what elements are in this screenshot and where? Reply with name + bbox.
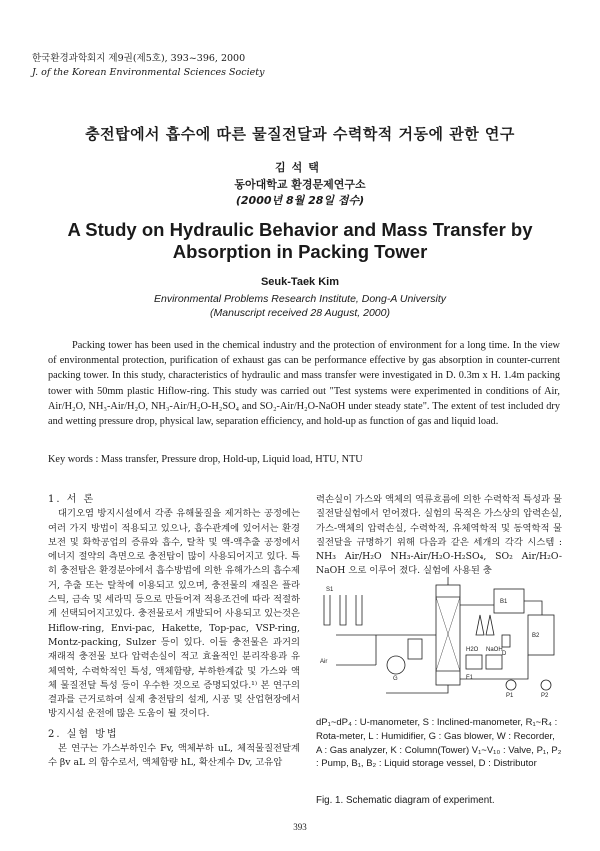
figure-label-g: G [393, 676, 398, 682]
affiliation-block-english [0, 292, 600, 320]
section-heading-method: 2. 실험 방법 [48, 728, 119, 740]
figure-label-b1: B1 [500, 599, 508, 605]
figure-legend: dP₁~dP₄ : U-manometer, S : Inclined-manometer, R₁~R₄ : Rota-meter, L : Humidifier, G : Gas blower, W : Recorder, A : Gas analyzer, K : Column(Tower) V₁~V₁₀ : Valve, P₁, P₂ : Pump, B₁, B₂ : Liquid storage vessel, D : Distributor [316, 717, 562, 770]
figure-label-b2: B2 [532, 633, 540, 639]
received-date-korean: (2000년 8월 28일 접수) [235, 194, 365, 207]
pump-p1 [506, 680, 516, 690]
figure-label-d: D [502, 651, 507, 657]
author-korean: 김석택 [275, 161, 325, 174]
title-english-line1: A Study on Hydraulic Behavior and Mass Transfer by [67, 219, 533, 240]
figure-label-f1: F1 [466, 675, 474, 681]
affiliation-korean: 동아대학교 환경문제연구소 [234, 178, 366, 191]
page-number: 393 [293, 822, 307, 832]
figure-label-h2o: H2O [466, 647, 479, 653]
title-english [0, 219, 600, 263]
affiliation-english: Environmental Problems Research Institute, Dong-A University [154, 293, 446, 305]
received-date-english: (Manuscript received 28 August, 2000) [210, 307, 390, 319]
figure-label-p2: P2 [541, 693, 549, 699]
gas-blower [387, 656, 405, 674]
title-english-line2: Absorption in Packing Tower [172, 241, 428, 262]
right-column-text: 력손실이 가스와 액체의 역류흐름에 의한 수력학적 특성과 물질전달실험에서 얻어졌다. 실험의 목적은 가스상의 압력손실, 가스-액체의 압력손실, 수력학적, 유체역학적 및 동역학적 물질전달을 규명하기 위해 다음과 같은 세개의 각각 시스템 : NH₃ Air/H₂O NH₃-Air/H₂O-H₂SO₄, SO₂ Air/H₂O-NaOH 으로 이루어 졌다. 실험에 사용된 충 [316, 494, 562, 577]
figure-label-air: Air [320, 659, 328, 665]
left-column [48, 493, 300, 771]
figure-caption: Fig. 1. Schematic diagram of experiment. [316, 795, 495, 806]
title-korean: 충전탑에서 흡수에 따른 물질전달과 수력학적 거동에 관한 연구 [85, 125, 515, 143]
journal-name-en: J. of the Korean Environmental Sciences Society [32, 67, 265, 78]
figure-label-s1: S1 [326, 587, 334, 593]
pump-p2 [541, 680, 551, 690]
journal-citation-ko: 한국환경과학회지 제9권(제5호), 393~396, 2000 [32, 53, 246, 64]
introduction-text: 대기오염 방지시설에서 각종 유해물질을 제거하는 공정에는 여러 가지 방법이 적용되고 있으나, 흡수관계에 있어서는 환경보전 및 화학공업의 증류와 흡수, 탈착 및 액-액추출 공정에서 에너지 절약의 측면으로 충전탑이 많이 사용되어지고 있다. 특히 충전탑은 환경분야에서 흡수방법에 의한 유해가스의 흡수제거, 추출 또는 탈착에 이용되고 있으며, 충전물의 재질은 플라스틱, 금속 및 세라믹 등으로 만들어져 적용조건에 따라 적절하게 선택되어지고있다. 충전물로서 개발되어 사용되고 있는것은 Hiflow-ring, Envi-pac, Hakette, Top-pac, VSP-ring, Montz-packing, Sulzer 등이 있다. 이들 충전물은 과거의 재래적 충전물 보다 압력손실이 적고 효율적인 분리작용과 유체역학, 수력학적인 특성, 액체함량, 부하한계값 및 가스와 액체 물질전달 특성 등이 우수한 것으로 증명되었다.¹⁾ 본 연구의 결과를 근거로하여 실제 충전탑의 설계, 시공 및 산업현장에서 방지시설 운전에 많은 도움이 될 것이다. [48, 508, 300, 720]
figure-label-p1: P1 [506, 693, 514, 699]
author-english: Seuk-Taek Kim [260, 276, 340, 288]
method-text: 본 연구는 가스부하인수 Fv, 액체부하 uL, 체적물질전달계수 βv aL 의 함수로서, 액체함량 hL, 확산계수 Dv, 고유압 [48, 743, 300, 769]
keywords: Key words : Mass transfer, Pressure drop, Hold-up, Liquid load, HTU, NTU [48, 454, 363, 465]
abstract-text: Packing tower has been used in the chemical industry and the protection of environment for a long time. In the view of environmental protection, purification of exhaust gas can be performance effective by gas absorption in counter-current packing tower. In this study, characteristics of hydraulic and mass transfer were investigated in D. 0.3m x H. 1.4m packing tower with 50mm plastic Hiflow-ring. This study was carried out "Test systems were experimented in conditions of Air, Air/H₂O, NH₃-Air/H₂O, NH₃-Air/H₂O-H₂SO₄ and SO₂-Air/H₂O-NaOH under steady state". The extent of test included dry and wetting pressure drop, physical law, separation efficiency, and hold-up as function of gas and liquid load. [48, 340, 560, 428]
section-heading-introduction: 1. 서 론 [48, 494, 96, 505]
storage-vessel-b1 [494, 589, 524, 613]
packing-column [436, 585, 460, 685]
journal-header [32, 52, 264, 80]
right-column [316, 493, 562, 579]
figure-label-naoh: NaOH [486, 647, 503, 653]
abstract [48, 338, 560, 429]
experiment-schematic-figure [316, 575, 562, 700]
